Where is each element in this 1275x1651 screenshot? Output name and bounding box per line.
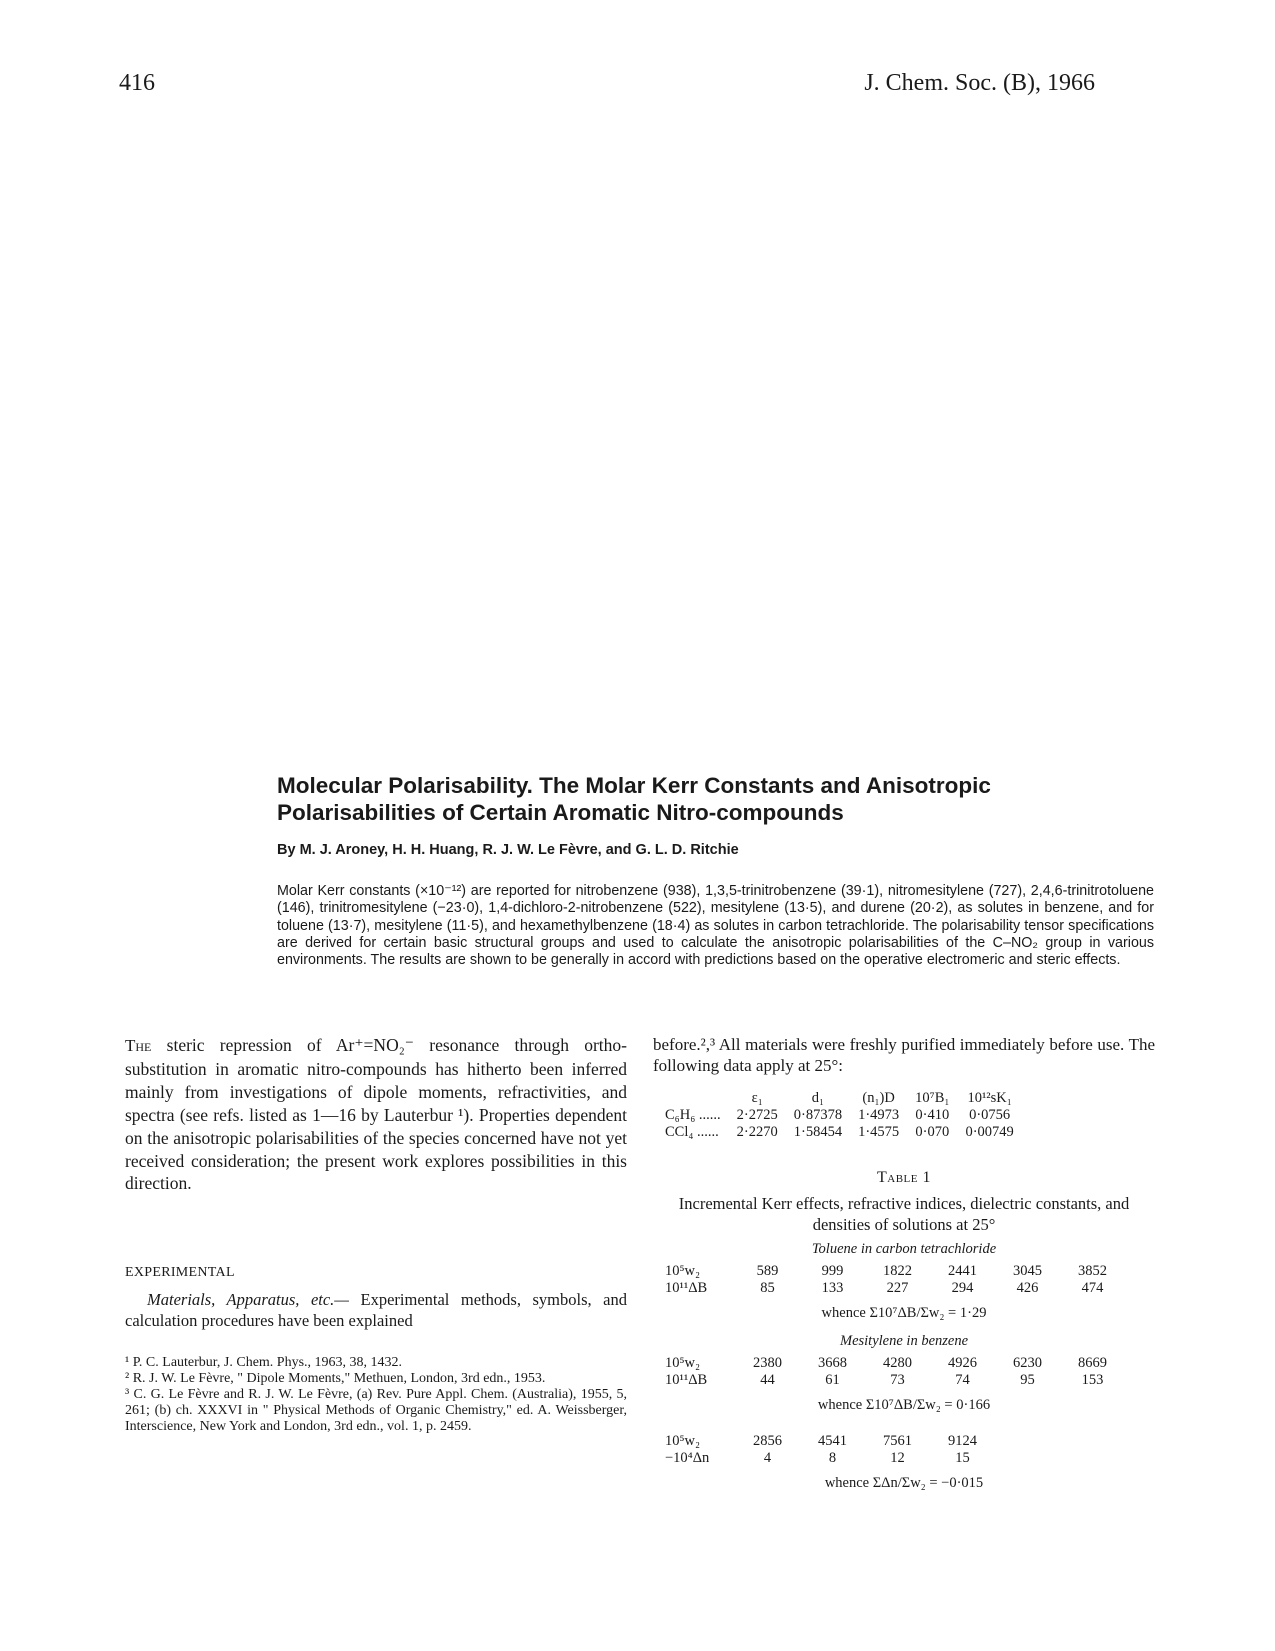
row-label: 10⁵w₂	[665, 1263, 701, 1279]
section-table	[665, 1433, 995, 1466]
table-cell: 44	[760, 1371, 775, 1388]
table1-title	[653, 1169, 1155, 1187]
col2-paragraph: before.²,³ All materials were freshly purified immediately before use. The following data apply at 25°:	[653, 1035, 1155, 1075]
table-row	[665, 1372, 1125, 1389]
table-cell: 8669	[1078, 1355, 1107, 1371]
table-cell: 4	[763, 1449, 772, 1466]
table-cell: 0·87378	[793, 1107, 843, 1123]
table-row	[665, 1433, 995, 1450]
table-cell: 1·4973	[858, 1107, 900, 1123]
whence-line: whence ΣΔn/Σw₂ = −0·015	[824, 1475, 984, 1491]
table-cell: 153	[1081, 1371, 1104, 1388]
table-cell: 95	[1020, 1371, 1035, 1388]
table-cell: 74	[955, 1371, 970, 1388]
table-cell: 294	[951, 1279, 974, 1296]
table-row	[665, 1124, 1022, 1141]
materials-text: Experimental methods, symbols, and calculation procedures have been explained	[125, 1290, 627, 1330]
intro-paragraph	[125, 1034, 627, 1195]
table-cell: 1822	[883, 1263, 912, 1279]
table-cell: 474	[1081, 1279, 1104, 1296]
section-table	[665, 1355, 1125, 1388]
page-number: 416	[119, 70, 155, 96]
table-cell: 2441	[948, 1263, 977, 1279]
table-cell: 0·00749	[965, 1124, 1014, 1140]
section-title: Toluene in carbon tetrachloride	[811, 1241, 997, 1257]
table-cell: 1·58454	[793, 1124, 843, 1140]
table-cell: 4541	[818, 1433, 847, 1449]
table-row	[665, 1355, 1125, 1372]
table-cell: 6230	[1013, 1355, 1042, 1371]
solvent-table-header	[665, 1090, 1022, 1107]
row-label: 10¹¹ΔB	[665, 1279, 708, 1296]
table-cell: 3045	[1013, 1263, 1042, 1279]
whence-line: whence Σ10⁷ΔB/Σw₂ = 1·29	[821, 1305, 987, 1321]
footnotes	[125, 1355, 627, 1435]
row-label: −10⁴Δn	[665, 1449, 710, 1466]
row-label: 10¹¹ΔB	[665, 1371, 708, 1388]
article-abstract: Molar Kerr constants (×10⁻¹²) are reported for nitrobenzene (938), 1,3,5-trinitrobenzene (39·1), nitromesitylene (727), 2,4,6-trinitrotoluene (146), trinitromesitylene (−23·0), 1,4-dichloro-2-nitrobenzene (522), mesitylene (13·5), and durene (20·2), as solutes in benzene, and for toluene (13·7), mesitylene (11·5), and hexamethylbenzene (18·4) as solutes in carbon tetrachloride. The polarisability tensor specifications are derived for certain basic structural groups and used to calculate the anisotropic polarisabilities of the C–NO₂ group in various environments. The results are shown to be generally in accord with predictions based on the operative electromeric and steric effects.	[277, 883, 1154, 969]
table-cell: 589	[756, 1263, 779, 1279]
table-cell: 4280	[883, 1355, 912, 1371]
table-cell: 2·2725	[736, 1107, 778, 1123]
journal-header: J. Chem. Soc. (B), 1966	[864, 70, 1095, 96]
table-cell: 8	[828, 1449, 837, 1466]
section-table	[665, 1263, 1125, 1296]
solvent-col-header: 10¹²sK₁	[967, 1090, 1012, 1106]
table-cell: 0·070	[915, 1124, 950, 1140]
table-row	[665, 1450, 995, 1467]
footnote-3: ³ C. G. Le Fèvre and R. J. W. Le Fèvre, (a) Rev. Pure Appl. Chem. (Australia), 1955, 5, 261; (b) ch. XXXVI in " Physical Methods of Organic Chemistry," ed. A. Weissberger, Interscience, New York and London, 3rd edn., vol. 1, p. 2459.	[125, 1387, 627, 1434]
solvent-data-table	[665, 1090, 1022, 1141]
table-cell: 15	[955, 1449, 970, 1466]
table-cell: 1·4575	[858, 1124, 900, 1140]
row-label: C₆H₆ ......	[665, 1107, 721, 1123]
table-cell: 7561	[883, 1433, 912, 1449]
table-cell: 9124	[948, 1433, 977, 1449]
table-cell: 73	[890, 1371, 905, 1388]
solvent-col-header: (n₁)D	[862, 1090, 895, 1106]
intro-lead: The	[125, 1036, 152, 1055]
solvent-col-header: 10⁷B₁	[915, 1090, 950, 1106]
table-cell: 2380	[753, 1355, 782, 1371]
table1-caption: Incremental Kerr effects, refractive indices, dielectric constants, and densities of solutions at 25°	[678, 1194, 1130, 1234]
table-cell: 3668	[818, 1355, 847, 1371]
solvent-col-header: ε₁	[751, 1090, 763, 1106]
footnote-2: ² R. J. W. Le Fèvre, " Dipole Moments," Methuen, London, 3rd edn., 1953.	[125, 1371, 546, 1386]
materials-paragraph	[125, 1289, 627, 1331]
intro-text: steric repression of Ar⁺=NO₂⁻ resonance through ortho-substitution in aromatic nitro-compounds has hitherto been inferred mainly from investigations of dipole moments, refractivities, and spectra (see refs. listed as 1—16 by Lauterbur ¹). Properties dependent on the anisotropic polarisabilities of the species concerned have not yet received consideration; the present work explores possibilities in this direction.	[125, 1035, 627, 1194]
experimental-heading: EXPERIMENTAL	[125, 1265, 235, 1280]
table-cell: 999	[821, 1263, 844, 1279]
footnote-1: ¹ P. C. Lauterbur, J. Chem. Phys., 1963, 38, 1432.	[125, 1355, 403, 1370]
whence-line: whence Σ10⁷ΔB/Σw₂ = 0·166	[817, 1397, 991, 1413]
table-cell: 0·0756	[969, 1107, 1011, 1123]
table-cell: 2856	[753, 1433, 782, 1449]
row-label: 10⁵w₂	[665, 1433, 701, 1449]
table-row	[665, 1107, 1022, 1124]
table-cell: 133	[821, 1279, 844, 1296]
article-title: Molecular Polarisability. The Molar Kerr Constants and Anisotropic Polarisabilities of Certain Aromatic Nitro-compounds	[277, 773, 991, 825]
table-row	[665, 1280, 1125, 1297]
materials-heading: Materials, Apparatus, etc.—	[147, 1290, 349, 1309]
table-cell: 2·2270	[736, 1124, 778, 1140]
table-cell: 85	[760, 1279, 775, 1296]
row-label: 10⁵w₂	[665, 1355, 701, 1371]
section-title: Mesitylene in benzene	[839, 1333, 969, 1349]
table-cell: 227	[886, 1279, 909, 1296]
table-cell: 426	[1016, 1279, 1039, 1296]
table-cell: 4926	[948, 1355, 977, 1371]
table-cell: 3852	[1078, 1263, 1107, 1279]
table1-title-text: Table 1	[877, 1169, 931, 1186]
row-label: CCl₄ ......	[665, 1124, 719, 1140]
solvent-col-header: d₁	[811, 1090, 825, 1106]
table-cell: 0·410	[915, 1107, 950, 1123]
article-authors: By M. J. Aroney, H. H. Huang, R. J. W. Le Fèvre, and G. L. D. Ritchie	[277, 842, 739, 858]
table-row	[665, 1263, 1125, 1280]
table-cell: 12	[890, 1449, 905, 1466]
table-cell: 61	[825, 1371, 840, 1388]
